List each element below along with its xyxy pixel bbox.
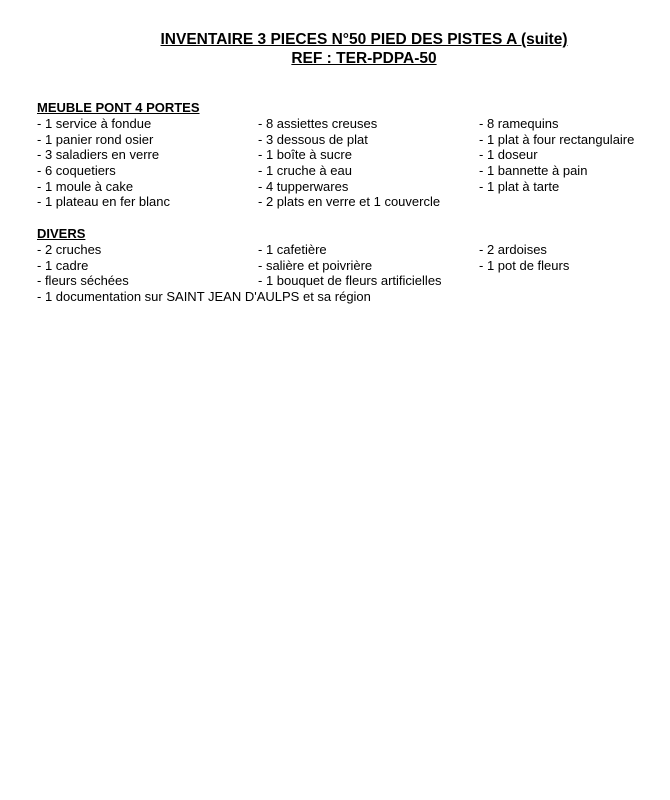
list-item: - 1 bannette à pain — [479, 163, 588, 179]
list-item: - 1 plat à tarte — [479, 178, 560, 194]
list-item: - 8 ramequins — [479, 116, 559, 131]
section-meuble-pont — [37, 100, 667, 210]
list-item: - 1 boîte à sucre — [258, 147, 352, 163]
list-item: - 1 cafetière — [258, 242, 327, 257]
list-item: - 4 tupperwares — [258, 178, 349, 194]
list-row — [37, 242, 667, 258]
list-row — [37, 147, 667, 163]
list-row — [37, 163, 667, 179]
document-reference: REF : TER-PDPA-50 — [291, 50, 437, 67]
section-divers — [37, 226, 667, 305]
list-row — [37, 194, 667, 210]
list-item: - 2 ardoises — [479, 242, 547, 257]
section-heading: MEUBLE PONT 4 PORTES — [37, 100, 200, 115]
list-item: - 1 plateau en fer blanc — [37, 194, 170, 210]
list-item: - fleurs séchées — [37, 273, 129, 289]
list-item: - 2 cruches — [37, 242, 102, 257]
list-item: - 1 cruche à eau — [258, 163, 352, 179]
list-item: - 2 plats en verre et 1 couvercle — [258, 194, 441, 210]
document-title: INVENTAIRE 3 PIECES N°50 PIED DES PISTES A (suite) — [160, 31, 568, 48]
list-item: - 8 assiettes creuses — [258, 116, 378, 131]
list-item: - 1 panier rond osier — [37, 131, 154, 147]
list-item: - 1 pot de fleurs — [479, 257, 570, 273]
list-item: - salière et poivrière — [258, 257, 373, 273]
list-row — [37, 258, 667, 274]
list-row — [37, 289, 667, 305]
list-row — [37, 116, 667, 132]
list-row — [37, 273, 667, 289]
list-row — [37, 179, 667, 195]
section-heading: DIVERS — [37, 226, 86, 241]
list-item: - 1 bouquet de fleurs artificielles — [258, 273, 442, 289]
list-row — [37, 132, 667, 148]
list-item: - 1 moule à cake — [37, 178, 134, 194]
list-item: - 1 plat à four rectangulaire — [479, 131, 635, 147]
list-item: - 3 saladiers en verre — [37, 147, 160, 163]
list-item: - 1 doseur — [479, 147, 538, 163]
list-item: - 6 coquetiers — [37, 163, 116, 179]
list-item: - 1 service à fondue — [37, 116, 152, 131]
list-item: - 1 cadre — [37, 257, 89, 273]
list-item: - 1 documentation sur SAINT JEAN D'AULPS et sa région — [37, 289, 371, 305]
list-item: - 3 dessous de plat — [258, 131, 368, 147]
